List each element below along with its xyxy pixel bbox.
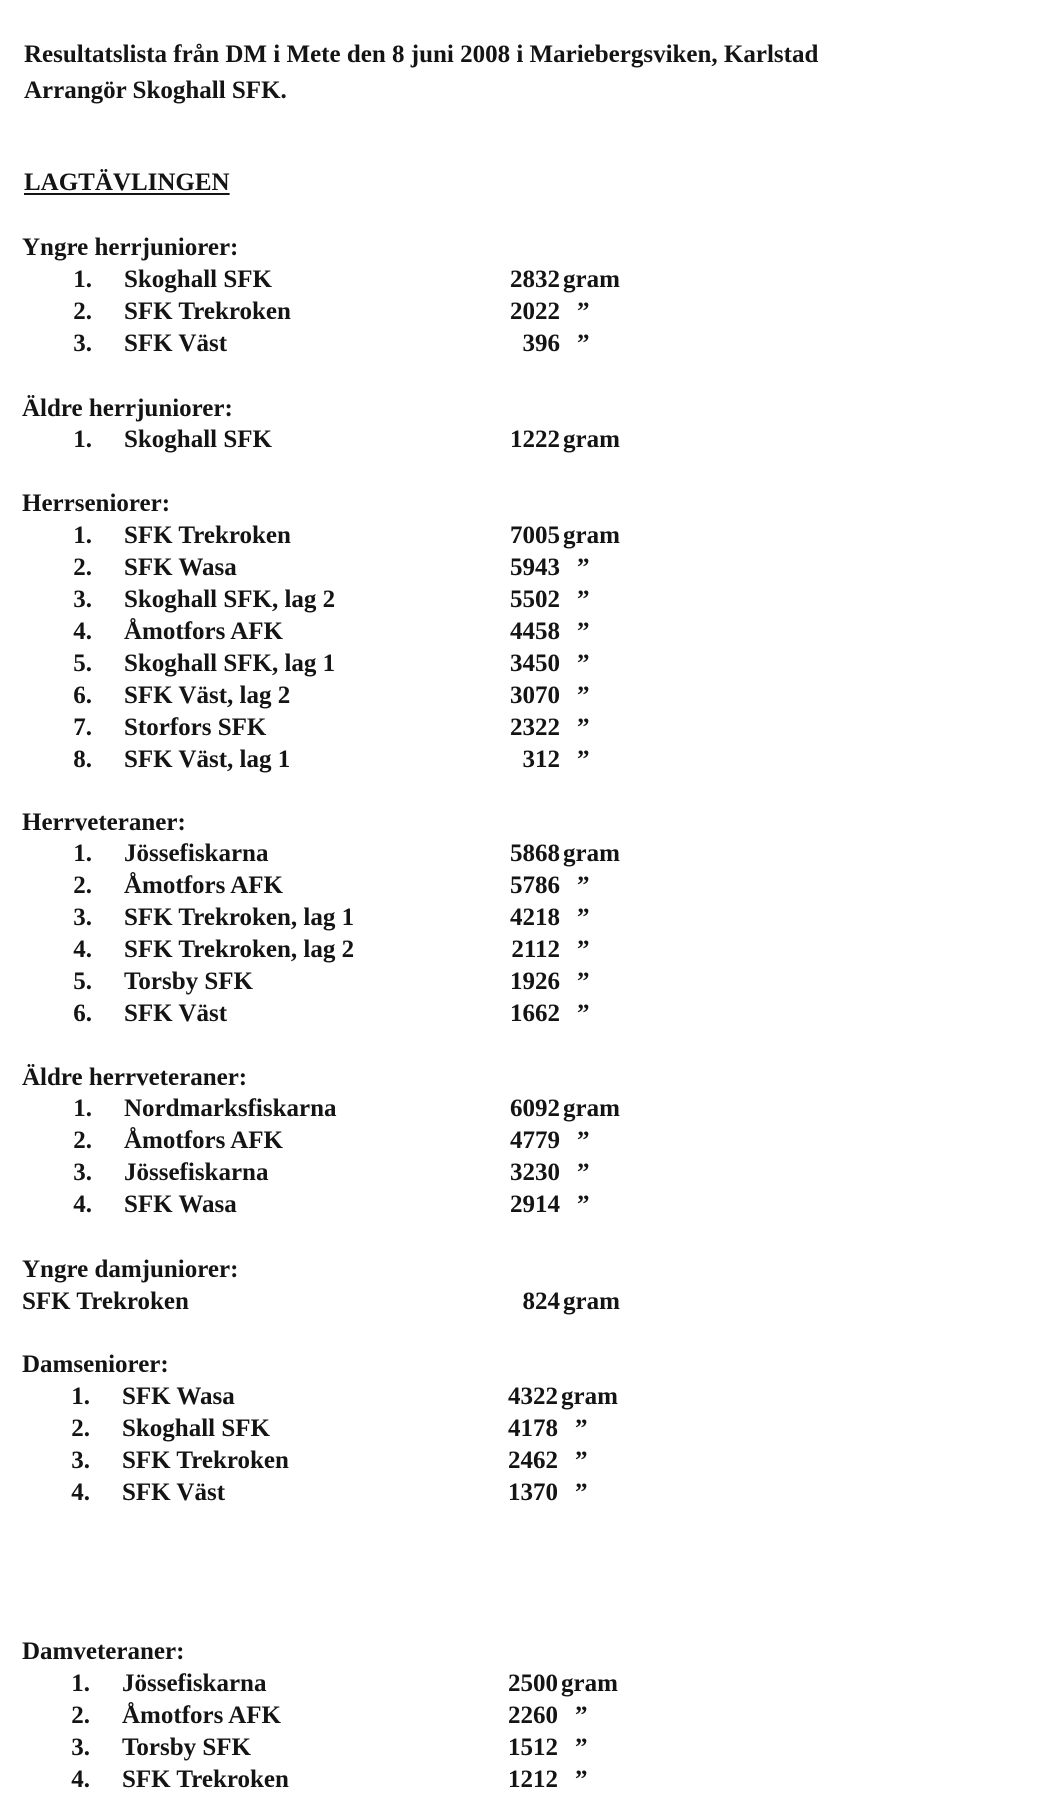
result-unit: ” bbox=[575, 1479, 588, 1506]
result-team: Skoghall SFK bbox=[124, 266, 272, 293]
category-heading: Damveteraner: bbox=[22, 1638, 185, 1665]
result-weight: 1662 bbox=[510, 1000, 560, 1027]
result-rank: 7. bbox=[73, 714, 92, 741]
result-team: Skoghall SFK, lag 2 bbox=[124, 586, 336, 613]
result-rank: 1. bbox=[73, 840, 92, 867]
result-unit: ” bbox=[577, 904, 590, 931]
category-heading: Äldre herrveteraner: bbox=[22, 1064, 248, 1091]
result-team: SFK Trekroken bbox=[124, 298, 291, 325]
result-weight: 7005 bbox=[510, 522, 560, 549]
result-team: Åmotfors AFK bbox=[124, 1127, 283, 1154]
result-rank: 5. bbox=[73, 968, 92, 995]
result-team: Skoghall SFK bbox=[122, 1415, 270, 1442]
result-rank: 1. bbox=[73, 426, 92, 453]
category-heading: Äldre herrjuniorer: bbox=[22, 395, 233, 422]
result-rank: 2. bbox=[73, 554, 92, 581]
result-team: SFK Trekroken, lag 1 bbox=[124, 904, 355, 931]
result-rank: 6. bbox=[73, 1000, 92, 1027]
result-unit: gram bbox=[561, 1383, 618, 1410]
result-rank: 1. bbox=[71, 1670, 90, 1697]
result-team: Nordmarksfiskarna bbox=[124, 1095, 337, 1122]
result-weight: 4779 bbox=[510, 1127, 560, 1154]
result-weight: 1512 bbox=[508, 1734, 558, 1761]
result-team: Åmotfors AFK bbox=[124, 618, 283, 645]
result-rank: 1. bbox=[73, 266, 92, 293]
result-unit: ” bbox=[577, 1127, 590, 1154]
result-rank: 3. bbox=[73, 330, 92, 357]
result-team: Jössefiskarna bbox=[124, 1159, 269, 1186]
result-unit: gram bbox=[563, 1095, 620, 1122]
result-rank: 4. bbox=[71, 1766, 90, 1793]
result-rank: 1. bbox=[73, 522, 92, 549]
result-weight: 5868 bbox=[510, 840, 560, 867]
result-rank: 3. bbox=[71, 1447, 90, 1474]
result-rank: 2. bbox=[71, 1415, 90, 1442]
result-weight: 2462 bbox=[508, 1447, 558, 1474]
result-rank: 1. bbox=[73, 1095, 92, 1122]
result-team: SFK Wasa bbox=[124, 554, 237, 581]
result-unit: ” bbox=[575, 1766, 588, 1793]
result-rank: 3. bbox=[71, 1734, 90, 1761]
result-unit: ” bbox=[577, 1191, 590, 1218]
section-heading: LAGTÄVLINGEN bbox=[24, 169, 230, 196]
result-unit: ” bbox=[577, 968, 590, 995]
category-heading: Herrveteraner: bbox=[22, 809, 186, 836]
result-team: Storfors SFK bbox=[124, 714, 267, 741]
result-weight: 5786 bbox=[510, 872, 560, 899]
result-team: SFK Väst, lag 1 bbox=[124, 746, 291, 773]
result-unit: ” bbox=[575, 1734, 588, 1761]
result-weight: 2260 bbox=[508, 1702, 558, 1729]
result-unit: ” bbox=[577, 714, 590, 741]
result-unit: gram bbox=[563, 1288, 620, 1315]
result-unit: ” bbox=[577, 298, 590, 325]
category-heading: Yngre herrjuniorer: bbox=[22, 234, 239, 261]
result-team: SFK Väst bbox=[124, 1000, 228, 1027]
result-unit: ” bbox=[577, 872, 590, 899]
result-rank: 4. bbox=[73, 936, 92, 963]
result-weight: 4178 bbox=[508, 1415, 558, 1442]
result-team: SFK Trekroken bbox=[122, 1766, 289, 1793]
result-rank: 8. bbox=[73, 746, 92, 773]
result-weight: 312 bbox=[522, 746, 560, 773]
result-rank: 3. bbox=[73, 586, 92, 613]
result-weight: 1212 bbox=[508, 1766, 558, 1793]
result-weight: 6092 bbox=[510, 1095, 560, 1122]
category-heading: Damseniorer: bbox=[22, 1351, 169, 1378]
result-team: Jössefiskarna bbox=[124, 840, 269, 867]
result-rank: 4. bbox=[73, 618, 92, 645]
result-weight: 2112 bbox=[511, 936, 560, 963]
result-unit: ” bbox=[577, 936, 590, 963]
result-unit: ” bbox=[577, 1000, 590, 1027]
result-unit: gram bbox=[563, 426, 620, 453]
result-rank: 5. bbox=[73, 650, 92, 677]
result-unit: ” bbox=[577, 650, 590, 677]
result-weight: 396 bbox=[522, 330, 560, 357]
result-unit: gram bbox=[563, 522, 620, 549]
result-unit: ” bbox=[577, 682, 590, 709]
result-weight: 2914 bbox=[510, 1191, 560, 1218]
result-team: Torsby SFK bbox=[122, 1734, 251, 1761]
result-rank: 3. bbox=[73, 1159, 92, 1186]
result-weight: 2322 bbox=[510, 714, 560, 741]
result-rank: 2. bbox=[73, 298, 92, 325]
result-weight: 2832 bbox=[510, 266, 560, 293]
result-unit: ” bbox=[575, 1702, 588, 1729]
result-unit: gram bbox=[561, 1670, 618, 1697]
result-team: SFK Trekroken bbox=[22, 1288, 189, 1315]
result-rank: 1. bbox=[71, 1383, 90, 1410]
result-weight: 4458 bbox=[510, 618, 560, 645]
result-unit: ” bbox=[577, 330, 590, 357]
result-unit: ” bbox=[575, 1447, 588, 1474]
result-weight: 3230 bbox=[510, 1159, 560, 1186]
result-rank: 2. bbox=[73, 872, 92, 899]
result-team: Åmotfors AFK bbox=[122, 1702, 281, 1729]
result-rank: 2. bbox=[73, 1127, 92, 1154]
result-weight: 2500 bbox=[508, 1670, 558, 1697]
result-team: Jössefiskarna bbox=[122, 1670, 267, 1697]
result-team: Torsby SFK bbox=[124, 968, 253, 995]
result-team: SFK Väst, lag 2 bbox=[124, 682, 291, 709]
result-team: SFK Väst bbox=[124, 330, 228, 357]
result-rank: 6. bbox=[73, 682, 92, 709]
result-weight: 2022 bbox=[510, 298, 560, 325]
result-weight: 5502 bbox=[510, 586, 560, 613]
result-team: Åmotfors AFK bbox=[124, 872, 283, 899]
category-heading: Yngre damjuniorer: bbox=[22, 1256, 239, 1283]
result-weight: 4322 bbox=[508, 1383, 558, 1410]
document-organizer: Arrangör Skoghall SFK. bbox=[24, 77, 287, 104]
document-title: Resultatslista från DM i Mete den 8 juni 2008 i Mariebergsviken, Karlstad bbox=[24, 41, 819, 68]
result-team: SFK Väst bbox=[122, 1479, 226, 1506]
result-weight: 5943 bbox=[510, 554, 560, 581]
result-rank: 3. bbox=[73, 904, 92, 931]
result-team: SFK Trekroken bbox=[122, 1447, 289, 1474]
result-weight: 4218 bbox=[510, 904, 560, 931]
result-weight: 1926 bbox=[510, 968, 560, 995]
result-team: SFK Trekroken bbox=[124, 522, 291, 549]
result-weight: 1222 bbox=[510, 426, 560, 453]
result-unit: ” bbox=[577, 586, 590, 613]
result-weight: 3070 bbox=[510, 682, 560, 709]
result-unit: gram bbox=[563, 266, 620, 293]
result-rank: 4. bbox=[73, 1191, 92, 1218]
result-team: SFK Wasa bbox=[124, 1191, 237, 1218]
result-unit: ” bbox=[577, 746, 590, 773]
result-unit: ” bbox=[577, 554, 590, 581]
result-team: SFK Trekroken, lag 2 bbox=[124, 936, 355, 963]
result-unit: ” bbox=[577, 1159, 590, 1186]
result-unit: ” bbox=[575, 1415, 588, 1442]
result-weight: 1370 bbox=[508, 1479, 558, 1506]
result-rank: 2. bbox=[71, 1702, 90, 1729]
result-team: Skoghall SFK, lag 1 bbox=[124, 650, 336, 677]
result-team: Skoghall SFK bbox=[124, 426, 272, 453]
result-team: SFK Wasa bbox=[122, 1383, 235, 1410]
result-unit: ” bbox=[577, 618, 590, 645]
result-weight: 3450 bbox=[510, 650, 560, 677]
result-rank: 4. bbox=[71, 1479, 90, 1506]
category-heading: Herrseniorer: bbox=[22, 490, 171, 517]
result-unit: gram bbox=[563, 840, 620, 867]
result-weight: 824 bbox=[522, 1288, 560, 1315]
